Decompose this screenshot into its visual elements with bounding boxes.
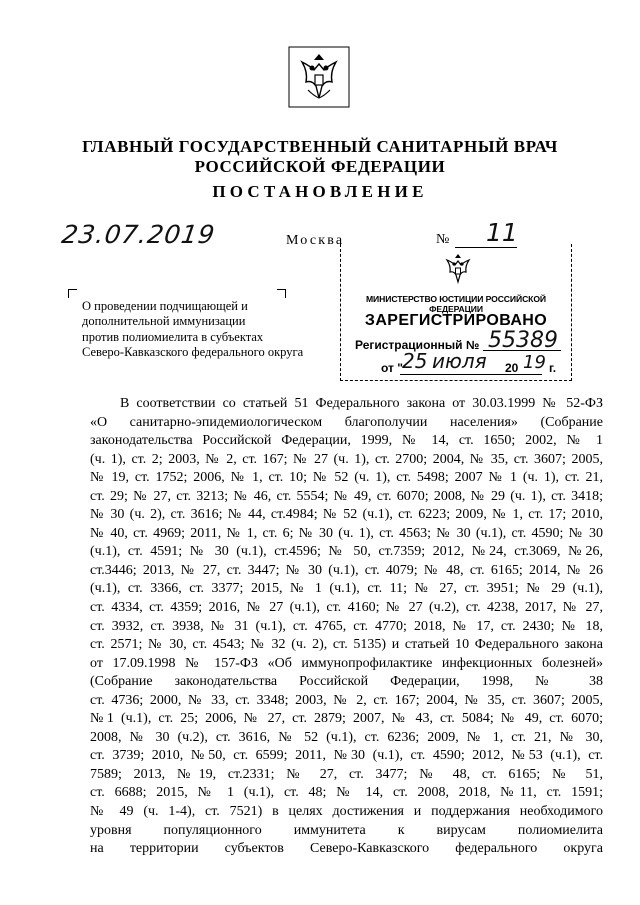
body-line: ст. 2571; № 30, ст. 4543; № 32 (ч. 2), ст. 5135) и статьей 10 Федерального закона bbox=[90, 637, 603, 653]
state-emblem-icon bbox=[288, 46, 350, 108]
subject-line: Северо-Кавказского федерального округа bbox=[82, 345, 304, 360]
body-line: № 19, ст. 1752; 2006, № 1, ст. 10; № 52 (ч. 1), ст. 5498; 2007 № 1 (ч. 1), ст. 21, bbox=[90, 470, 603, 486]
body-line: ст.3446; 2013, № 27, ст. 3447; № 30 (ч.1), ст. 4079; № 48, ст. 6165; 2014, № 26 bbox=[90, 562, 603, 578]
subject-corner-left bbox=[68, 289, 77, 298]
stamp-year-prefix: 20 bbox=[505, 361, 519, 375]
stamp-ministry: МИНИСТЕРСТВО ЮСТИЦИИ РОССИЙСКОЙ ФЕДЕРАЦИИ bbox=[366, 294, 546, 314]
issuer-subtitle: РОССИЙСКОЙ ФЕДЕРАЦИИ bbox=[194, 157, 446, 176]
stamp-reg-label: Регистрационный № bbox=[355, 338, 480, 352]
stamp-reg-number: 55389 bbox=[488, 328, 558, 353]
body-line: (ч. 1), ст. 2; 2003, № 2, ст. 167; № 27 (ч. 1), ст. 2700; 2004, № 35, ст. 3607; 2005, bbox=[90, 451, 603, 467]
body-line: ст. 3932, ст. 3938, № 31 (ч.1), ст. 4765, ст. 4770; 2018, № 17, ст. 2430; № 18, bbox=[90, 618, 603, 634]
document-city: Москва bbox=[286, 233, 345, 248]
stamp-month: июля bbox=[432, 349, 487, 373]
body-line: на территории субъектов Северо-Кавказского федерального округа bbox=[90, 841, 603, 857]
document-subject bbox=[82, 299, 332, 361]
body-line: от 17.09.1998 № 157-ФЗ «Об иммунопрофилактике инфекционных болезней» bbox=[90, 655, 603, 671]
body-line: №1 (ч.1), ст. 25; 2006, № 27, ст. 2879; 2007, № 43, ст. 5084; № 49, ст. 6070; bbox=[90, 711, 603, 727]
stamp-year-suffix: г. bbox=[549, 361, 557, 375]
body-line: «О санитарно-эпидемиологическом благополучии населения» (Собрание bbox=[90, 414, 603, 430]
body-line: (ч.1), ст. 4591; № 30 (ч.1), ст.4596; № 50, ст.7359; 2012, №24, ст.3069, №26, bbox=[90, 544, 603, 560]
body-line: № 40, ст. 4969; 2011, № 1, ст. 6; № 30 (ч. 1), ст. 4563; № 30 (ч.1), ст. 4590; № 30 bbox=[90, 525, 603, 541]
subject-line: О проведении подчищающей и bbox=[82, 299, 248, 313]
body-line: (ч.1), ст. 3366, ст. 3377; 2015, № 1 (ч.1), ст. 11; № 27, ст. 3951; № 29 (ч.1), bbox=[90, 581, 603, 597]
issuer-title: ГЛАВНЫЙ ГОСУДАРСТВЕННЫЙ САНИТАРНЫЙ ВРАЧ bbox=[82, 137, 558, 156]
stamp-status: ЗАРЕГИСТРИРОВАНО bbox=[364, 312, 548, 329]
body-line: уровня популяционного иммунитета к вирусам полиомиелита bbox=[90, 822, 603, 838]
subject-line: дополнительной иммунизации bbox=[82, 314, 246, 329]
body-line: ст. 4334, ст. 4359; 2016, № 27 (ч.1), ст. 4160; № 27 (ч.2), ст. 4238, 2017, № 27, bbox=[90, 600, 603, 616]
document-date: 23.07.2019 bbox=[59, 220, 218, 249]
body-line: ст. 29; № 27, ст. 3213; № 46, ст. 5554; № 49, ст. 6070; 2008, № 29 (ч. 1), ст. 3418; bbox=[90, 488, 603, 504]
stamp-emblem-icon bbox=[439, 250, 477, 288]
body-line: № 49 (ч. 1-4), ст. 7521) в целях достижения и поддержания необходимого bbox=[90, 804, 603, 820]
stamp-from-label: от " bbox=[381, 361, 403, 375]
subject-corner-right bbox=[277, 289, 286, 298]
body-line: ст. 3739; 2010, №50, ст. 6599; 2011, №30 (ч.1), ст. 4590; 2012, №53 (ч.1), ст. bbox=[90, 748, 603, 764]
body-line: 2008, № 30 (ч.2), ст. 3616, № 52 (ч.1), ст. 6236; 2009, № 1, ст. 21, № 30, bbox=[90, 729, 603, 745]
stamp-day: 25 bbox=[402, 349, 428, 373]
document-number: 11 bbox=[486, 218, 518, 247]
body-line: 7589; 2013, №19, ст.2331; № 27, ст. 3477; № 48, ст. 6165; № 51, bbox=[90, 766, 603, 782]
stamp-date-underline bbox=[400, 374, 542, 375]
registration-stamp bbox=[340, 244, 572, 381]
document-type: ПОСТАНОВЛЕНИЕ bbox=[212, 182, 428, 201]
body-line: В соответствии со статьей 51 Федерального закона от 30.03.1999 № 52-ФЗ bbox=[120, 396, 603, 411]
body-line: ст. 4736; 2000, № 33, ст. 3348; 2003, № 2, ст. 167; 2004, № 35, ст. 3607; 2005, bbox=[90, 692, 603, 708]
number-label: № bbox=[436, 232, 450, 247]
body-line: законодательства Российской Федерации, 1999, № 14, ст. 1650; 2002, № 1 bbox=[90, 433, 603, 449]
stamp-year: 19 bbox=[523, 352, 546, 373]
subject-line: против полиомиелита в субъектах bbox=[82, 329, 264, 344]
body-line: ст. 6688; 2015, № 1 (ч.1), ст. 48; № 14, ст. 2008, 2018, №11, ст. 1591; bbox=[90, 785, 603, 801]
body-line: (Собрание законодательства Российской Федерации, 1998, № 38 bbox=[90, 674, 603, 690]
body-line: № 30 (ч. 2), ст. 3616; № 44, ст.4984; № 52 (ч.1), ст. 6223; 2009, № 1, ст. 17; 2010, bbox=[90, 507, 603, 523]
document-body bbox=[90, 395, 603, 859]
